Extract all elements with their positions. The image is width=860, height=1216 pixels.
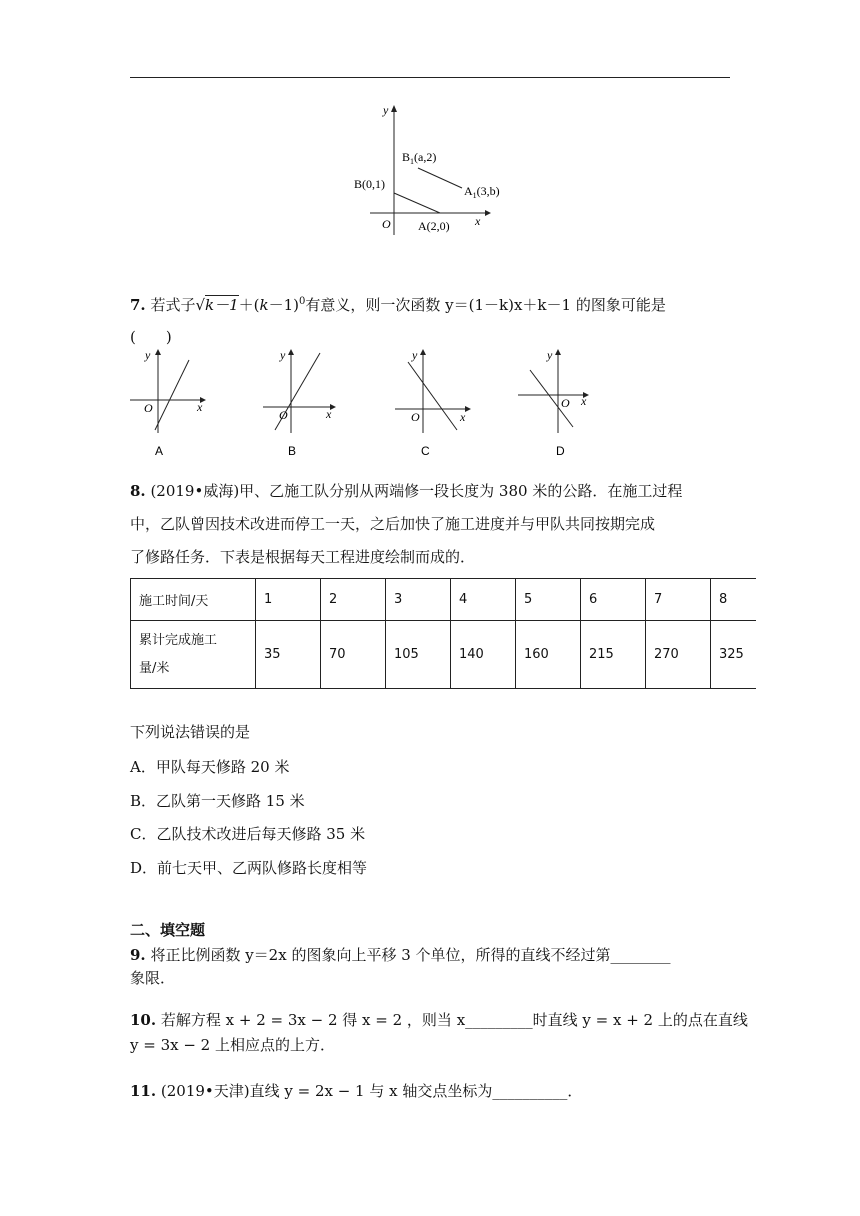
option-d-y: y	[547, 348, 553, 362]
table-header-cumulative: 累计完成施工 量/米	[131, 621, 256, 689]
table-cell: 4	[451, 579, 516, 621]
segment-ba	[394, 193, 440, 213]
q7-paren: ( )	[130, 328, 172, 346]
q10-line-1-text: 若解方程 x + 2 = 3x − 2 得 x = 2 ，则当 x_________时直线 y = x + 2 上的点在直线	[156, 1011, 748, 1029]
option-c-x: x	[460, 410, 466, 424]
q8-line-1-text: (2019•威海)甲、乙施工队分别从两端修一段长度为 380 米的公路．在施工过程	[145, 482, 683, 500]
table-cell: 2	[321, 579, 386, 621]
table-cell: 3	[386, 579, 451, 621]
table-cell: 160	[516, 621, 581, 689]
option-a-y: y	[145, 348, 151, 362]
q7-radical-sign: √	[195, 296, 206, 314]
option-b-x: x	[326, 407, 332, 421]
option-b-y: y	[280, 348, 286, 362]
q9-number: 9.	[130, 946, 146, 964]
table-cell: 7	[646, 579, 711, 621]
section-heading: 二、填空题	[130, 921, 206, 939]
option-d-x: x	[581, 394, 587, 408]
option-a-line	[155, 360, 189, 430]
table-cell: 6	[581, 579, 646, 621]
option-b-graph	[263, 348, 336, 458]
q8-prompt: 下列说法错误的是	[130, 723, 251, 741]
q7-number: 7.	[130, 296, 146, 314]
table-cell: 105	[386, 621, 451, 689]
segment-b1a1	[418, 168, 462, 188]
q7-k-var: k	[259, 296, 269, 314]
q7-radical	[195, 295, 238, 315]
table-cell: 8	[711, 579, 756, 621]
label-b1: $B_1(a,2)$	[402, 150, 437, 166]
table-header-time: 施工时间/天	[131, 579, 256, 621]
q7-text-power: －1)	[268, 296, 300, 314]
q8-choice-d: D．前七天甲、乙两队修路长度相等	[130, 859, 368, 877]
q7-text-middle: 有意义，则一次函数 y＝(1－k)x＋k－1 的图象可能是	[305, 296, 666, 314]
table-row-cumulative	[131, 621, 756, 689]
q7-text-before: 若式子	[145, 296, 196, 314]
table-row-time	[131, 579, 756, 621]
option-c-y: y	[412, 348, 418, 362]
label-b: B(0,1)	[354, 177, 385, 191]
q7-option-graphs	[125, 345, 605, 460]
q7-exponent: 0	[299, 296, 306, 307]
table-cell: 325	[711, 621, 756, 689]
q7-text-plus: ＋(	[238, 296, 260, 314]
table-cell: 140	[451, 621, 516, 689]
q10-number: 10.	[130, 1011, 157, 1029]
option-a-o: O	[144, 401, 153, 415]
label-y: y	[383, 103, 389, 117]
option-d-o: O	[561, 396, 570, 410]
table-cell: 1	[256, 579, 321, 621]
option-c-graph	[395, 348, 471, 458]
option-a-x: x	[197, 400, 203, 414]
table-cell: 35	[256, 621, 321, 689]
label-a: A(2,0)	[418, 219, 450, 233]
label-x: x	[475, 214, 481, 228]
table-cell: 270	[646, 621, 711, 689]
q8-choice-b: B．乙队第一天修路 15 米	[130, 792, 305, 810]
q8-number: 8.	[130, 482, 146, 500]
q11-line-1	[130, 1081, 582, 1101]
option-c-o: O	[411, 410, 420, 424]
q11-number: 11.	[130, 1082, 157, 1100]
x-axis-arrow	[485, 210, 491, 216]
coordinate-figure-svg	[350, 100, 520, 240]
table-cell: 215	[581, 621, 646, 689]
table-cell: 70	[321, 621, 386, 689]
q9-line-1	[130, 945, 671, 965]
q9-line-1-text: 将正比例函数 y＝2x 的图象向上平移 3 个单位，所得的直线不经过第________	[145, 946, 671, 964]
q10-line-1	[130, 1010, 748, 1030]
option-b-label: B	[288, 444, 297, 458]
q10-line-2: y = 3x − 2 上相应点的上方．	[130, 1036, 335, 1054]
option-c-label: C	[421, 444, 430, 458]
option-d-label: D	[556, 444, 565, 458]
option-d-graph	[518, 348, 589, 458]
q9-line-2: 象限．	[130, 969, 176, 987]
label-a1: $A_1(3,b)$	[464, 184, 500, 200]
q7-radicand: k－1	[205, 296, 239, 314]
top-rule	[130, 77, 730, 78]
q7-option-graphs-svg	[125, 345, 605, 460]
y-axis-arrow	[391, 105, 397, 112]
q7-stem	[130, 292, 666, 315]
coordinate-figure	[350, 100, 520, 240]
q8-line-3: 了修路任务．下表是根据每天工程进度绘制而成的．	[130, 548, 476, 566]
option-b-o: O	[279, 408, 288, 422]
q8-choice-c: C．乙队技术改进后每天修路 35 米	[130, 825, 366, 843]
progress-table	[130, 578, 756, 689]
label-origin: O	[382, 217, 391, 231]
q8-line-2: 中，乙队曾因技术改进而停工一天，之后加快了施工进度并与甲队共同按期完成	[130, 515, 656, 533]
q8-line-1	[130, 481, 682, 501]
option-a-graph	[130, 348, 206, 458]
option-a-label: A	[155, 444, 164, 458]
table-cell: 5	[516, 579, 581, 621]
q11-line-1-text: (2019•天津)直线 y = 2x − 1 与 x 轴交点坐标为__________．	[156, 1082, 583, 1100]
q8-choice-a: A．甲队每天修路 20 米	[130, 758, 290, 776]
